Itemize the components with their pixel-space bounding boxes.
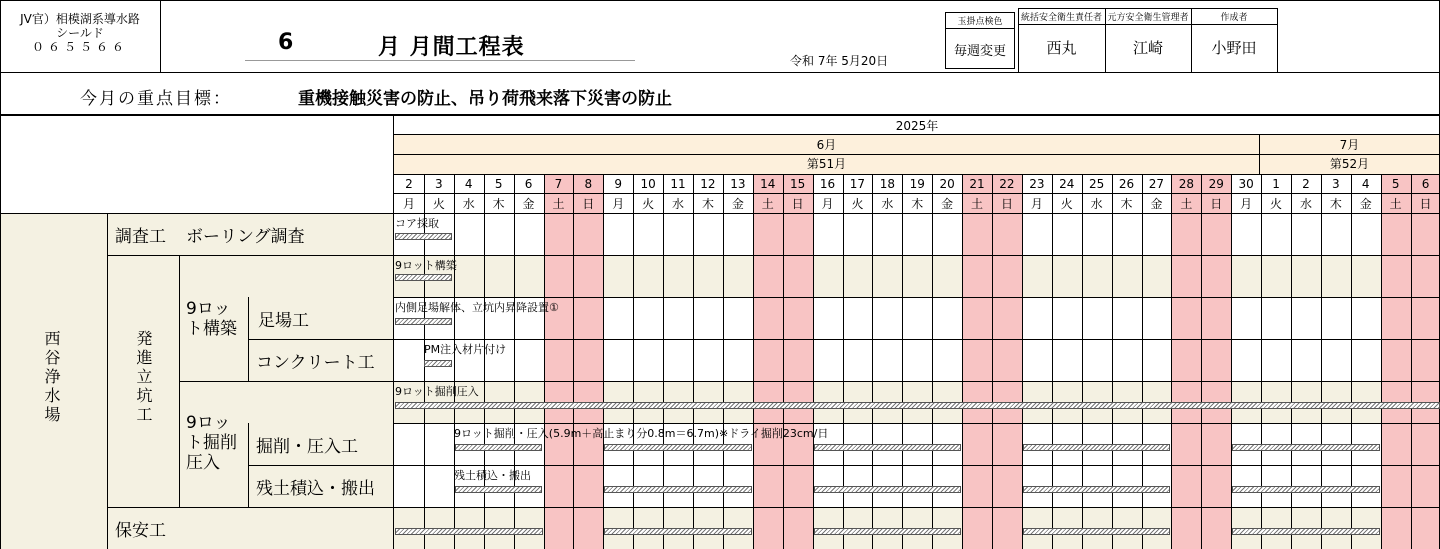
task-label-build: 9ロット構築 xyxy=(395,259,457,272)
day-grid-line xyxy=(1171,174,1172,549)
task-bar-soil xyxy=(604,486,752,493)
weekday-label: 土 xyxy=(552,197,565,211)
weekday-label: 月 xyxy=(1030,197,1043,211)
signer-name-1: 西丸 xyxy=(1046,38,1077,57)
task-bar-safety xyxy=(1023,528,1171,535)
row-grid-line xyxy=(394,255,1440,256)
day-number: 10 xyxy=(640,177,656,191)
holiday-column xyxy=(1411,174,1440,549)
stamp-value: 毎週変更 xyxy=(953,43,1006,59)
task-bar-safety xyxy=(1232,528,1380,535)
stamp-label: 玉掛点検色 xyxy=(957,17,1003,27)
day-grid-line xyxy=(992,174,993,549)
day-number: 8 xyxy=(584,177,593,191)
survey-label: 調査工 xyxy=(115,227,166,247)
day-number: 15 xyxy=(789,177,806,191)
day-number: 4 xyxy=(464,177,473,191)
day-number: 17 xyxy=(849,177,866,191)
weekday-label: 水 xyxy=(462,197,475,211)
weekday-label: 土 xyxy=(971,197,984,211)
day-number: 6 xyxy=(1421,177,1430,191)
holiday-column xyxy=(962,174,992,549)
weekday-label: 木 xyxy=(701,197,714,211)
weekday-label: 木 xyxy=(492,197,505,211)
task-label-pm: PM注入材片付け xyxy=(424,343,507,356)
day-number: 1 xyxy=(1272,177,1280,191)
day-number: 30 xyxy=(1238,177,1254,191)
goal-text: 重機接触災害の防止、吊り荷飛来落下災害の防止 xyxy=(298,89,672,109)
day-number: 28 xyxy=(1178,177,1194,191)
day-number: 25 xyxy=(1088,177,1105,191)
week-label-52: 第52月 xyxy=(1329,157,1370,171)
weekday-label: 金 xyxy=(941,197,954,211)
day-number: 3 xyxy=(435,177,443,191)
day-grid-line xyxy=(1201,174,1202,549)
weekday-label: 火 xyxy=(1270,197,1283,211)
day-number: 21 xyxy=(969,177,985,191)
month-label-june: 6月 xyxy=(816,138,837,152)
holiday-column xyxy=(1201,174,1231,549)
task-bar-safety xyxy=(395,528,543,535)
task-bar-excav xyxy=(1023,444,1171,451)
task-bar-safety xyxy=(604,528,752,535)
task-bar-excav xyxy=(814,444,962,451)
weekday-label: 月 xyxy=(821,197,834,211)
task-label-excav-group: 9ロット掘削圧入 xyxy=(395,385,479,398)
weekday-label: 水 xyxy=(1299,197,1312,211)
weekday-label: 火 xyxy=(1060,197,1073,211)
task-bar-excav xyxy=(1232,444,1380,451)
weekday-label: 金 xyxy=(522,197,535,211)
page-title: 月 月間工程表 xyxy=(378,35,525,60)
day-number: 24 xyxy=(1059,177,1075,191)
company-line-3: ０６５５６６ xyxy=(31,40,128,54)
holiday-column xyxy=(573,174,603,549)
weekday-label: 日 xyxy=(1000,197,1013,211)
weekday-label: 水 xyxy=(1090,197,1103,211)
day-number: 13 xyxy=(730,177,746,191)
month-number: 6 xyxy=(278,30,294,55)
row-grid-line xyxy=(394,465,1440,466)
day-number: 29 xyxy=(1208,177,1224,191)
task-bar-scaffold xyxy=(395,318,452,325)
holiday-column xyxy=(992,174,1022,549)
soil-label: 残土積込・搬出 xyxy=(256,479,375,499)
day-number: 5 xyxy=(494,177,503,191)
weekday-label: 火 xyxy=(432,197,445,211)
holiday-column xyxy=(544,174,574,549)
day-number: 20 xyxy=(939,177,955,191)
company-line-2: シールド xyxy=(56,26,104,40)
holiday-column xyxy=(1381,174,1411,549)
day-number: 11 xyxy=(670,177,686,191)
signer-role-2: 元方安全衛生管理者 xyxy=(1107,13,1189,23)
weekday-label: 月 xyxy=(612,197,625,211)
weekday-label: 日 xyxy=(791,197,804,211)
weekday-label: 金 xyxy=(731,197,744,211)
day-number: 18 xyxy=(879,177,895,191)
weekday-label: 日 xyxy=(582,197,595,211)
row-grid-line xyxy=(394,339,1440,340)
day-number: 2 xyxy=(1302,177,1310,191)
day-number: 26 xyxy=(1118,177,1135,191)
task-bar-safety xyxy=(814,528,962,535)
task-bar-build xyxy=(395,274,452,281)
day-number: 9 xyxy=(614,177,623,191)
shaft-label: 発進立坑工 xyxy=(134,330,153,425)
signer-name-2: 江崎 xyxy=(1132,38,1163,57)
company-line-1: JV官）相模湖系導水路 xyxy=(20,12,140,26)
year-label: 2025年 xyxy=(895,119,939,133)
row-grid-line xyxy=(394,381,1440,382)
build-label: 9ロット構築 xyxy=(186,299,237,339)
goal-label: 今月の重点目標： xyxy=(80,89,232,109)
task-bar-core xyxy=(395,233,452,240)
day-number: 5 xyxy=(1391,177,1400,191)
week-label-51: 第51月 xyxy=(806,157,847,171)
day-grid-line xyxy=(1411,174,1412,549)
task-label-core: コア採取 xyxy=(395,217,439,230)
weekday-label: 土 xyxy=(1180,197,1193,211)
task-label-excav: 9ロット掘削・圧入(5.9m＋高止まり分0.8m＝6.7m)※ドライ掘削23cm/日 xyxy=(454,427,829,440)
day-grid-line xyxy=(783,174,784,549)
weekday-label: 日 xyxy=(1419,197,1432,211)
day-number: 12 xyxy=(700,177,716,191)
signer-role-3: 作成者 xyxy=(1220,13,1248,23)
day-number: 19 xyxy=(909,177,925,191)
weekday-label: 水 xyxy=(881,197,894,211)
task-bar-excav-group xyxy=(395,402,1440,409)
safety-label: 保安工 xyxy=(115,521,166,541)
day-number: 23 xyxy=(1029,177,1045,191)
weekday-label: 火 xyxy=(851,197,864,211)
weekday-label: 火 xyxy=(642,197,655,211)
weekday-label: 金 xyxy=(1359,197,1372,211)
task-bar-soil xyxy=(814,486,962,493)
task-bar-soil xyxy=(455,486,543,493)
weekday-label: 土 xyxy=(1389,197,1402,211)
row-grid-line xyxy=(394,423,1440,424)
day-number: 16 xyxy=(819,177,836,191)
day-number: 7 xyxy=(554,177,563,191)
site-label: 西谷浄水場 xyxy=(42,330,61,425)
task-bar-soil xyxy=(1023,486,1171,493)
day-number: 2 xyxy=(405,177,413,191)
weekday-label: 日 xyxy=(1210,197,1223,211)
day-number: 3 xyxy=(1332,177,1340,191)
weekday-label: 水 xyxy=(672,197,685,211)
issue-date: 令和 7年 5月20日 xyxy=(790,54,889,68)
holiday-column xyxy=(783,174,813,549)
day-grid-line xyxy=(573,174,574,549)
weekday-label: 土 xyxy=(761,197,774,211)
task-label-scaffold: 内側足場解体、立坑内昇降設置① xyxy=(395,301,559,314)
scaffold-label: 足場工 xyxy=(258,311,309,331)
holiday-column xyxy=(753,174,783,549)
task-label-soil: 残土積込・搬出 xyxy=(454,469,531,482)
task-bar-excav xyxy=(455,444,543,451)
day-number: 4 xyxy=(1361,177,1370,191)
weekday-label: 金 xyxy=(1150,197,1163,211)
holiday-column xyxy=(1171,174,1201,549)
day-grid-line xyxy=(544,174,545,549)
excav-group-label: 9ロット掘削圧入 xyxy=(186,413,237,473)
weekday-label: 木 xyxy=(1120,197,1133,211)
excav-label: 掘削・圧入工 xyxy=(256,437,358,457)
task-bar-pm xyxy=(424,360,452,367)
row-grid-line xyxy=(394,507,1440,508)
day-number: 14 xyxy=(760,177,776,191)
signer-name-3: 小野田 xyxy=(1211,38,1257,57)
day-grid-line xyxy=(753,174,754,549)
day-number: 22 xyxy=(999,177,1015,191)
task-bar-soil xyxy=(1232,486,1380,493)
day-grid-line xyxy=(1381,174,1382,549)
day-grid-line xyxy=(962,174,963,549)
month-label-july: 7月 xyxy=(1339,138,1360,152)
weekday-label: 木 xyxy=(1329,197,1342,211)
day-number: 6 xyxy=(524,177,533,191)
row-grid-line xyxy=(394,297,1440,298)
task-bar-excav xyxy=(604,444,752,451)
company-info xyxy=(2,12,158,54)
day-number: 27 xyxy=(1148,177,1165,191)
signer-role-1: 統括安全衛生責任者 xyxy=(1020,13,1102,23)
concrete-label: コンクリート工 xyxy=(256,353,375,373)
boring-label: ボーリング調査 xyxy=(186,227,305,247)
weekday-label: 月 xyxy=(1240,197,1253,211)
weekday-label: 月 xyxy=(402,197,415,211)
weekday-label: 木 xyxy=(911,197,924,211)
